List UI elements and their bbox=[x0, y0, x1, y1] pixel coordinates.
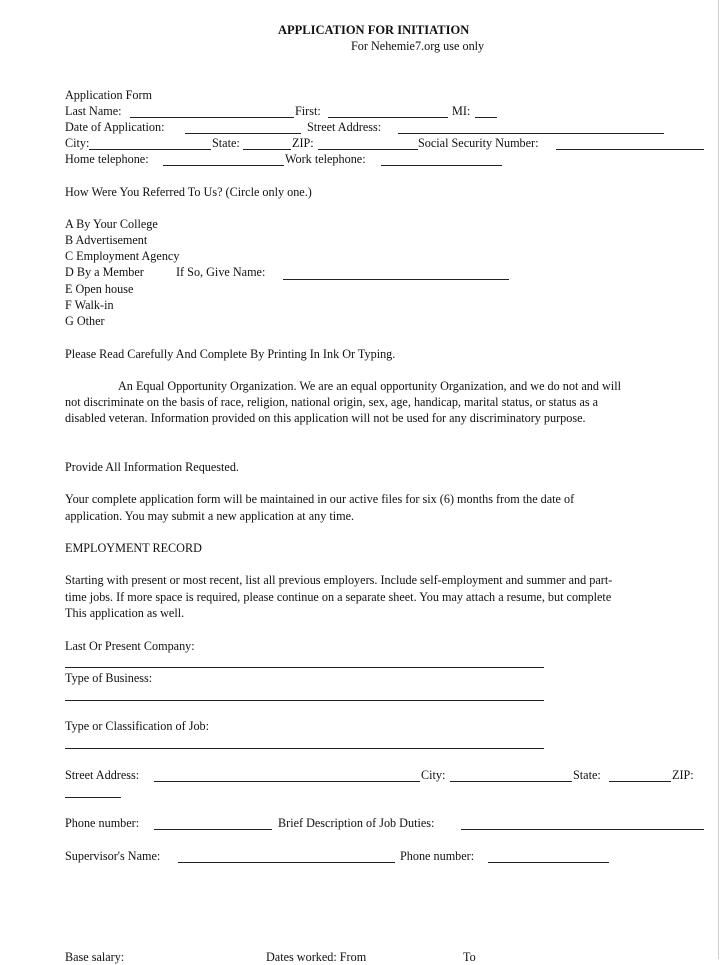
type-of-business-label: Type of Business: bbox=[65, 671, 153, 685]
ssn-label: Social Security Number: bbox=[418, 136, 539, 150]
city-field[interactable] bbox=[89, 149, 211, 150]
base-salary-label: Base salary: bbox=[65, 950, 125, 964]
emp-zip-label: ZIP: bbox=[672, 768, 694, 782]
emp-zip-field[interactable] bbox=[65, 797, 121, 798]
emp-state-field[interactable] bbox=[609, 781, 671, 782]
referral-if-so-label: If So, Give Name: bbox=[176, 265, 266, 279]
dates-worked-label: Dates worked: From bbox=[266, 950, 367, 964]
employment-intro-line3: This application as well. bbox=[65, 606, 185, 620]
mi-label: MI: bbox=[452, 104, 471, 118]
form-heading: Application Form bbox=[65, 88, 152, 102]
referral-option-d[interactable]: D By a Member bbox=[65, 265, 144, 279]
work-telephone-field[interactable] bbox=[381, 165, 502, 166]
supervisor-phone-label: Phone number: bbox=[400, 849, 475, 863]
ssn-field[interactable] bbox=[556, 149, 704, 150]
read-carefully-text: Please Read Carefully And Complete By Printing In Ink Or Typing. bbox=[65, 347, 396, 361]
first-name-label: First: bbox=[295, 104, 321, 118]
emp-phone-field[interactable] bbox=[154, 829, 272, 830]
dates-worked-to-label: To bbox=[463, 950, 476, 964]
referral-option-g[interactable]: G Other bbox=[65, 314, 105, 328]
last-company-field[interactable] bbox=[65, 667, 544, 668]
state-field[interactable] bbox=[243, 149, 291, 150]
referral-member-name-field[interactable] bbox=[283, 279, 509, 280]
employment-intro-line2: time jobs. If more space is required, please continue on a separate sheet. You may attach a resume, but complete bbox=[65, 590, 612, 604]
referral-option-f[interactable]: F Walk-in bbox=[65, 298, 114, 312]
type-of-job-label: Type or Classification of Job: bbox=[65, 719, 210, 733]
supervisor-phone-field[interactable] bbox=[488, 862, 609, 863]
maintained-text-line2: application. You may submit a new application at any time. bbox=[65, 509, 355, 523]
state-label: State: bbox=[212, 136, 240, 150]
referral-option-c[interactable]: C Employment Agency bbox=[65, 249, 180, 263]
city-label: City: bbox=[65, 136, 90, 150]
street-address-field[interactable] bbox=[398, 133, 664, 134]
eeo-text-line3: disabled veteran. Information provided on this application will not be used for any discriminatory purpose. bbox=[65, 411, 586, 425]
provide-all-text: Provide All Information Requested. bbox=[65, 460, 239, 474]
type-of-job-field[interactable] bbox=[65, 748, 544, 749]
emp-street-address-field[interactable] bbox=[154, 781, 420, 782]
emp-city-label: City: bbox=[421, 768, 446, 782]
eeo-text-line1: An Equal Opportunity Organization. We are an equal opportunity Organization, and we do not and will bbox=[118, 379, 621, 393]
zip-field[interactable] bbox=[318, 149, 418, 150]
employment-heading: EMPLOYMENT RECORD bbox=[65, 541, 202, 555]
emp-state-label: State: bbox=[573, 768, 601, 782]
home-telephone-field[interactable] bbox=[163, 165, 284, 166]
last-company-label: Last Or Present Company: bbox=[65, 639, 195, 653]
home-telephone-label: Home telephone: bbox=[65, 152, 149, 166]
mi-field[interactable] bbox=[475, 117, 497, 118]
last-name-field[interactable] bbox=[130, 117, 294, 118]
work-telephone-label: Work telephone: bbox=[285, 152, 366, 166]
job-duties-field[interactable] bbox=[461, 829, 704, 830]
referral-question: How Were You Referred To Us? (Circle only one.) bbox=[65, 185, 312, 199]
date-of-application-field[interactable] bbox=[185, 133, 301, 134]
job-duties-label: Brief Description of Job Duties: bbox=[278, 816, 435, 830]
date-of-application-label: Date of Application: bbox=[65, 120, 165, 134]
maintained-text-line1: Your complete application form will be maintained in our active files for six (6) months from the date of bbox=[65, 492, 575, 506]
supervisor-name-field[interactable] bbox=[178, 862, 395, 863]
referral-option-e[interactable]: E Open house bbox=[65, 282, 134, 296]
document-title: APPLICATION FOR INITIATION bbox=[278, 23, 470, 37]
referral-option-b[interactable]: B Advertisement bbox=[65, 233, 148, 247]
last-name-label: Last Name: bbox=[65, 104, 122, 118]
document-subtitle: For Nehemie7.org use only bbox=[351, 39, 485, 53]
eeo-text-line2: not discriminate on the basis of race, religion, national origin, sex, age, handicap, marital status, or status as a bbox=[65, 395, 599, 409]
first-name-field[interactable] bbox=[328, 117, 448, 118]
emp-phone-label: Phone number: bbox=[65, 816, 140, 830]
type-of-business-field[interactable] bbox=[65, 700, 544, 701]
emp-city-field[interactable] bbox=[450, 781, 572, 782]
employment-intro-line1: Starting with present or most recent, list all previous employers. Include self-employment and summer and part- bbox=[65, 573, 613, 587]
emp-street-address-label: Street Address: bbox=[65, 768, 140, 782]
supervisor-name-label: Supervisor's Name: bbox=[65, 849, 161, 863]
referral-option-a[interactable]: A By Your College bbox=[65, 217, 158, 231]
zip-label: ZIP: bbox=[292, 136, 314, 150]
street-address-label: Street Address: bbox=[307, 120, 382, 134]
